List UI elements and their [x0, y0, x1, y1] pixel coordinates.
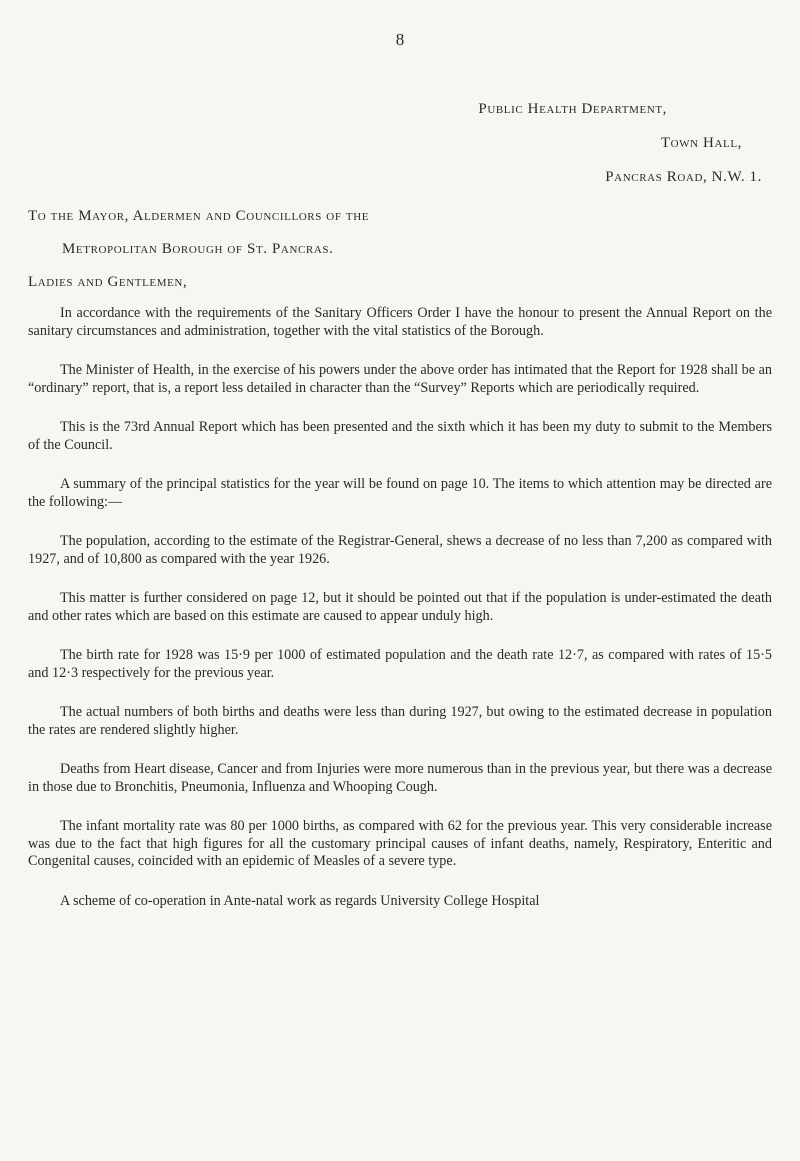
greeting: Ladies and Gentlemen,: [28, 274, 188, 290]
sender-address: [478, 92, 762, 194]
address-line-building: Town Hall,: [660, 135, 742, 151]
paragraph: The population, according to the estimate of the Registrar-General, shews a decrease of no less than 7,200 as compared with 1927, and of 10,800 as compared with the year 1926.: [28, 533, 772, 567]
paragraph: The Minister of Health, in the exercise of his powers under the above order has intimated that the Report for 1928 shall be an “ordinary” report, that is, a report less detailed in character than the “Survey” Reports which are periodically required.: [28, 362, 772, 396]
paragraph: This matter is further considered on page 12, but it should be pointed out that if the population is under-estimated the death and other rates which are based on this estimate are caused to appear unduly high.: [28, 590, 772, 624]
addressee-line-1: To the Mayor, Aldermen and Councillors of the: [28, 208, 370, 224]
paragraph: A summary of the principal statistics for the year will be found on page 10. The items to which attention may be directed are the following:—: [28, 476, 772, 510]
paragraph: The infant mortality rate was 80 per 1000 births, as compared with 62 for the previous year. This very considerable increase was due to the fact that high figures for all the customary principal causes of infant deaths, namely, Respiratory, Enteritic and Congenital causes, coincided with an epidemic of Measles of a severe type.: [28, 818, 772, 869]
address-line-department: Public Health Department,: [478, 101, 667, 117]
paragraph: In accordance with the requirements of the Sanitary Officers Order I have the honour to present the Annual Report on the sanitary circumstances and administration, together with the vital statistics of the Borough.: [28, 305, 772, 339]
paragraph: The birth rate for 1928 was 15·9 per 1000 of estimated population and the death rate 12·7, as compared with rates of 15·5 and 12·3 respectively for the previous year.: [28, 647, 772, 681]
paragraph: This is the 73rd Annual Report which has been presented and the sixth which it has been my duty to submit to the Members of the Council.: [28, 419, 772, 453]
report-body: [28, 305, 772, 932]
paragraph: A scheme of co-operation in Ante-natal work as regards University College Hospital: [60, 892, 540, 909]
salutation-block: [28, 200, 369, 299]
page-number: 8: [395, 30, 405, 49]
paragraph: The actual numbers of both births and deaths were less than during 1927, but owing to the estimated decrease in population the rates are rendered slightly higher.: [28, 704, 772, 738]
address-line-street: Pancras Road, N.W. 1.: [605, 169, 762, 185]
paragraph: Deaths from Heart disease, Cancer and from Injuries were more numerous than in the previous year, but there was a decrease in those due to Bronchitis, Pneumonia, Influenza and Whooping Cough.: [28, 761, 772, 795]
addressee-line-2: Metropolitan Borough of St. Pancras.: [62, 241, 334, 257]
